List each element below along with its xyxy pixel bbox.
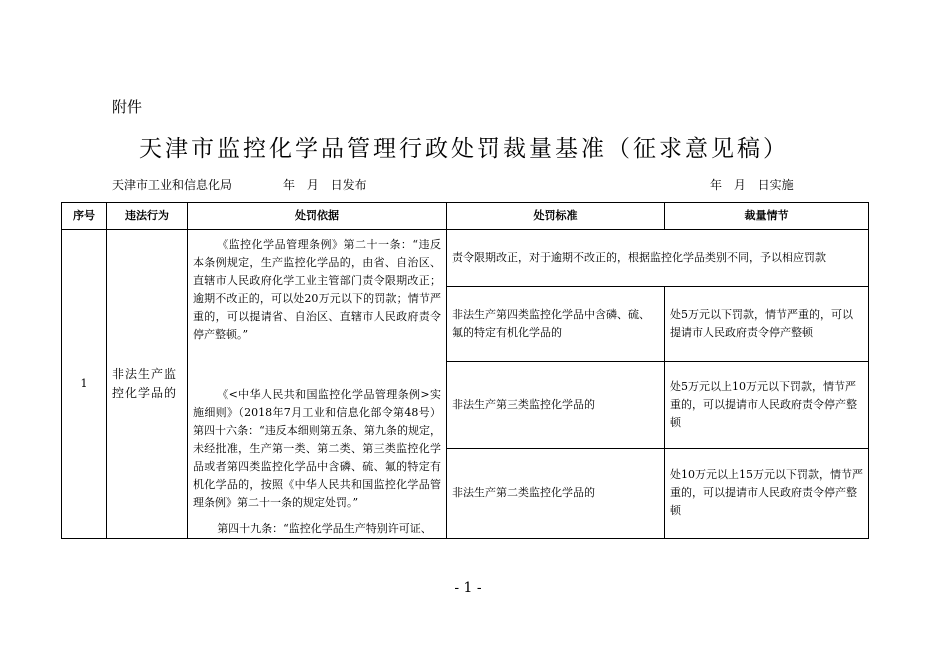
general-standard-cell: 责令限期改正，对于逾期不改正的，根据监控化学品类别不同，予以相应罚款 [447,230,869,287]
basis-paragraph: 《监控化学品管理条例》第二十一条：“违反本条例规定，生产监控化学品的，由省、自治区、直辖市人民政府化学工业主管部门责令限期改正；逾期不改正的，可以处20万元以下的罚款；情节严重的，可以提请省、自治区、直辖市人民政府责令停产整顿。” [193,238,441,341]
column-header-seq: 序号 [62,203,107,230]
standard-cell: 非法生产第二类监控化学品的 [447,448,665,538]
table-row [62,230,869,287]
publisher: 天津市工业和信息化局 [112,178,233,192]
attachment-label: 附件 [112,98,143,116]
basis-paragraph: 《<中华人民共和国监控化学品管理条例>实施细则》（2018年7月工业和信息化部令第48号）第四十六条：“违反本细则第五条、第九条的规定，未经批准，生产第一类、第二类、第三类监控化学品或者第四类监控化学品中含磷、硫、氟的特定有机化学品的，按照《中华人民共和国监控化学品管理条例》第二十一条的规定处罚。” [193,388,441,509]
table-header-row [62,203,869,230]
discretion-cell: 处5万元以下罚款，情节严重的，可以提请市人民政府责令停产整顿 [665,286,869,362]
column-header-discretion: 裁量情节 [665,203,869,230]
standard-cell: 非法生产第四类监控化学品中含磷、硫、氟的特定有机化学品的 [447,286,665,362]
implement-date: 年 月 日实施 [710,178,794,192]
standard-cell: 非法生产第三类监控化学品的 [447,362,665,448]
seq-cell: 1 [62,230,107,539]
column-header-violation: 违法行为 [107,203,188,230]
column-header-standard: 处罚标准 [447,203,665,230]
discretion-cell: 处10万元以上15万元以下罚款，情节严重的，可以提请市人民政府责令停产整顿 [665,448,869,538]
penalty-table [61,202,869,539]
basis-cell [188,230,447,539]
page-number: - 1 - [454,580,482,596]
discretion-cell: 处5万元以上10万元以下罚款，情节严重的，可以提请市人民政府责令停产整顿 [665,362,869,448]
column-header-basis: 处罚依据 [188,203,447,230]
violation-cell: 非法生产监控化学品的 [107,230,188,539]
document-title: 天津市监控化学品管理行政处罚裁量基准（征求意见稿） [139,136,789,162]
basis-paragraph: 第四十九条：“监控化学品生产特别许可证、 [217,522,432,535]
publish-date: 年 月 日发布 [283,178,367,192]
